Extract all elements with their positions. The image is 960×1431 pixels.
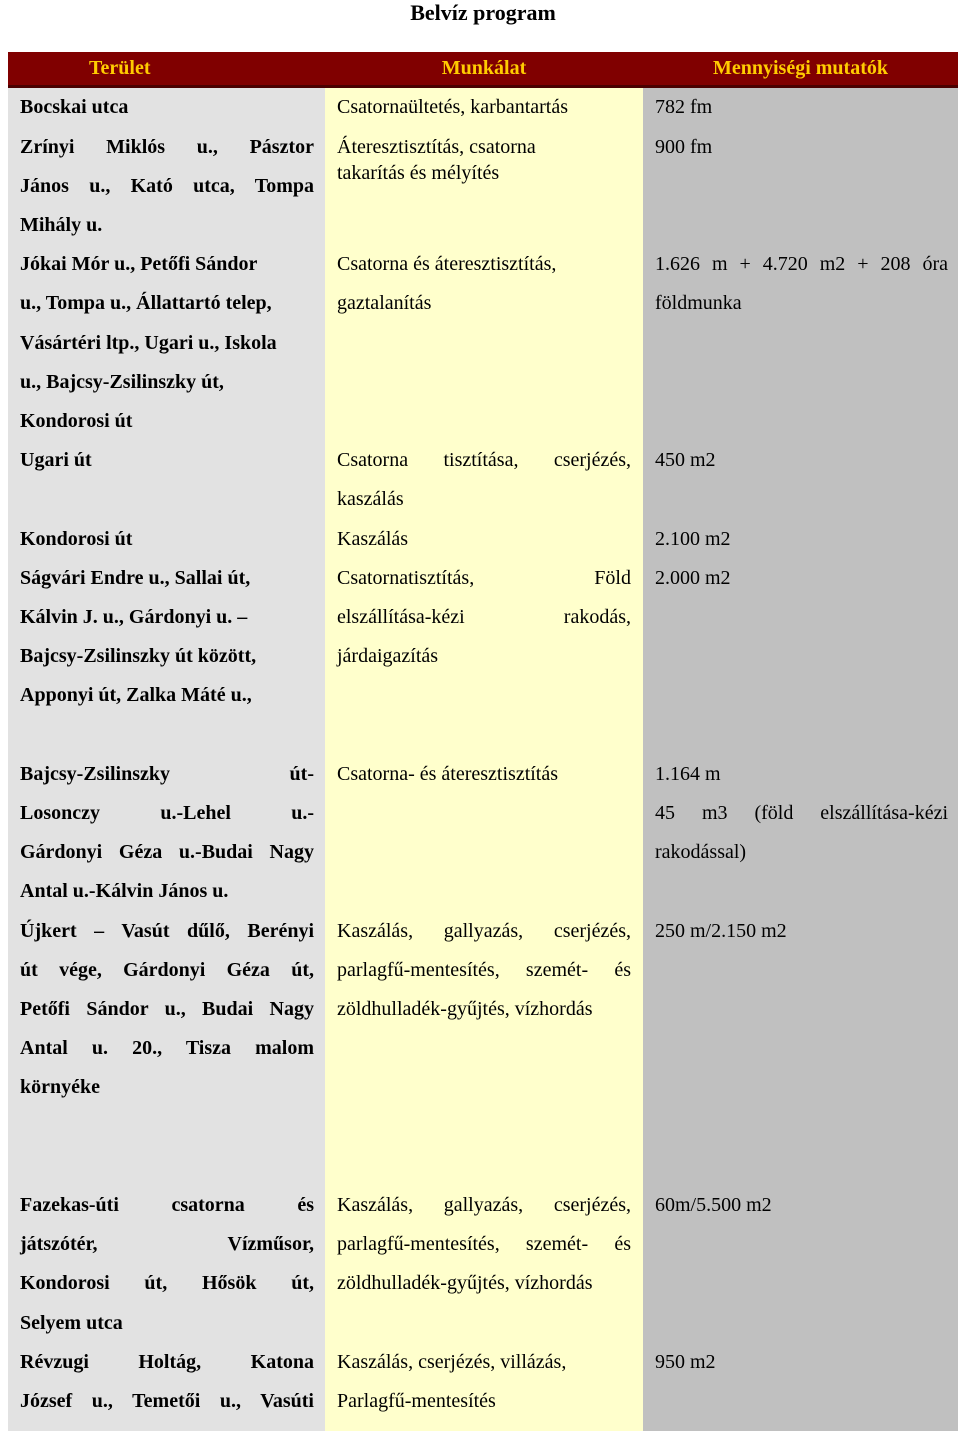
quantity-cell: [643, 88, 958, 127]
work-line: Csatornatisztítás, Föld: [337, 566, 631, 589]
quantity-cell: [643, 559, 958, 755]
area-line: Kondorosi út, Hősök út,: [20, 1272, 314, 1295]
quantity-line: földmunka: [655, 292, 742, 315]
work-line: zöldhulladék-gyűjtés, vízhordás: [337, 997, 593, 1020]
work-line: Csatorna és áteresztisztítás,: [337, 253, 557, 276]
area-line: Bocskai utca: [20, 96, 129, 119]
work-line: kaszálás: [337, 488, 404, 511]
area-cell: [8, 1343, 325, 1431]
work-line: elszállítása-kézi rakodás,: [337, 605, 631, 628]
area-line: Kálvin J. u., Gárdonyi u. –: [20, 605, 248, 628]
work-cell: [325, 559, 643, 755]
area-cell: [8, 520, 325, 559]
area-line: Bajcsy-Zsilinszky út-: [20, 762, 314, 785]
area-line: Révzugi Holtág, Katona: [20, 1350, 314, 1373]
quantity-cell: [643, 755, 958, 912]
quantity-line: 950 m2: [655, 1350, 716, 1373]
quantity-line: 60m/5.500 m2: [655, 1193, 772, 1216]
area-cell: [8, 88, 325, 127]
work-line: gaztalanítás: [337, 292, 432, 315]
area-line: u., Tompa u., Állattartó telep,: [20, 292, 272, 315]
work-cell: [325, 128, 643, 246]
work-line: Kaszálás, gallyazás, cserjézés,: [337, 919, 631, 942]
quantity-line: 2.000 m2: [655, 566, 731, 589]
area-line: József u., Temetői u., Vasúti: [20, 1389, 314, 1412]
work-line: Csatorna tisztítása, cserjézés,: [337, 449, 631, 472]
table-row: [8, 1186, 958, 1343]
area-cell: [8, 559, 325, 755]
quantity-line: 450 m2: [655, 449, 716, 472]
header-area: Terület: [89, 57, 151, 79]
work-line: járdaigazítás: [337, 645, 439, 668]
area-line: Vásártéri ltp., Ugari u., Iskola: [20, 331, 277, 354]
quantity-cell: [643, 520, 958, 559]
area-line: Kondorosi út: [20, 409, 133, 432]
area-cell: [8, 755, 325, 912]
area-cell: [8, 128, 325, 246]
work-cell: [325, 1343, 643, 1431]
table-row: [8, 441, 958, 519]
quantity-line: rakodással): [655, 841, 747, 864]
work-line: Kaszálás: [337, 527, 409, 550]
work-line: Kaszálás, gallyazás, cserjézés,: [337, 1193, 631, 1216]
area-cell: [8, 1186, 325, 1343]
area-line: Losonczy u.-Lehel u.-: [20, 801, 314, 824]
work-cell: [325, 912, 643, 1186]
area-line: Antal u.-Kálvin János u.: [20, 880, 229, 903]
header-work: Munkálat: [441, 57, 527, 79]
area-line: környéke: [20, 1076, 100, 1099]
area-line: Bajcsy-Zsilinszky út között,: [20, 645, 257, 668]
area-line: Jókai Mór u., Petőfi Sándor: [20, 253, 258, 276]
table-row: [8, 88, 958, 127]
quantity-cell: [643, 1343, 958, 1431]
table-row: [8, 128, 958, 246]
header-quantity: Mennyiségi mutatók: [713, 57, 888, 79]
work-line: zöldhulladék-gyűjtés, vízhordás: [337, 1272, 593, 1295]
work-line: takarítás és mélyítés: [337, 161, 500, 184]
area-line: Gárdonyi Géza u.-Budai Nagy: [20, 841, 314, 864]
quantity-line: 2.100 m2: [655, 527, 731, 550]
quantity-cell: [643, 128, 958, 246]
work-line: Csatornaültetés, karbantartás: [337, 96, 569, 119]
table-row: [8, 755, 958, 912]
quantity-cell: [643, 912, 958, 1186]
work-line: Parlagfű-mentesítés: [337, 1389, 496, 1412]
work-cell: [325, 245, 643, 441]
table-row: [8, 912, 958, 1186]
area-line: Ugari út: [20, 449, 92, 472]
quantity-cell: [643, 245, 958, 441]
area-line: Apponyi út, Zalka Máté u.,: [20, 684, 252, 707]
area-line: Selyem utca: [20, 1311, 123, 1334]
area-line: Antal u. 20., Tisza malom: [20, 1037, 314, 1060]
quantity-cell: [643, 1186, 958, 1343]
area-line: Kondorosi út: [20, 527, 133, 550]
quantity-cell: [643, 441, 958, 519]
table-row: [8, 520, 958, 559]
area-line: Petőfi Sándor u., Budai Nagy: [20, 997, 314, 1020]
area-line: Újkert – Vasút dűlő, Berényi: [20, 919, 314, 942]
area-line: út vége, Gárdonyi Géza út,: [20, 958, 314, 981]
work-cell: [325, 520, 643, 559]
table-header-row: [8, 52, 958, 88]
table-row: [8, 559, 958, 755]
work-line: parlagfű-mentesítés, szemét- és: [337, 958, 631, 981]
area-cell: [8, 245, 325, 441]
work-cell: [325, 88, 643, 127]
area-line: játszótér, Vízműsor,: [20, 1233, 314, 1256]
work-line: Kaszálás, cserjézés, villázás,: [337, 1350, 567, 1373]
area-line: Zrínyi Miklós u., Pásztor: [20, 135, 314, 158]
work-line: Áteresztisztítás, csatorna: [337, 135, 536, 158]
area-line: Mihály u.: [20, 213, 103, 236]
program-table: [8, 52, 958, 1431]
work-cell: [325, 1186, 643, 1343]
quantity-line: 900 fm: [655, 135, 713, 158]
area-line: János u., Kató utca, Tompa: [20, 174, 314, 197]
table-row: [8, 245, 958, 441]
quantity-line: 45 m3 (föld elszállítása-kézi: [655, 801, 948, 824]
area-line: Ságvári Endre u., Sallai út,: [20, 566, 251, 589]
area-cell: [8, 441, 325, 519]
quantity-line: 250 m/2.150 m2: [655, 919, 787, 942]
work-cell: [325, 755, 643, 912]
area-cell: [8, 912, 325, 1186]
work-line: Csatorna- és áteresztisztítás: [337, 762, 559, 785]
work-cell: [325, 441, 643, 519]
quantity-line: 1.164 m: [655, 762, 721, 785]
page-title: Belvíz program: [410, 0, 556, 25]
quantity-line: 1.626 m + 4.720 m2 + 208 óra: [655, 253, 948, 276]
table-row: [8, 1343, 958, 1431]
area-line: u., Bajcsy-Zsilinszky út,: [20, 370, 224, 393]
work-line: parlagfű-mentesítés, szemét- és: [337, 1233, 631, 1256]
area-line: Fazekas-úti csatorna és: [20, 1193, 314, 1216]
quantity-line: 782 fm: [655, 96, 713, 119]
